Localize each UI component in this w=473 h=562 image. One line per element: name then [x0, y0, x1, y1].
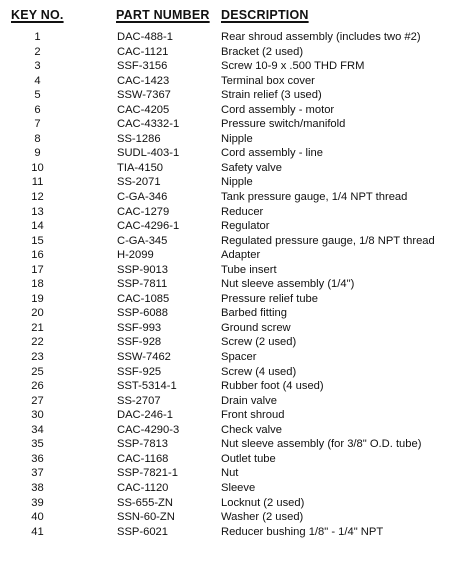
part-number-cell: CAC-4290-3	[117, 423, 180, 436]
table-row	[0, 103, 473, 118]
key-no-cell: 3	[34, 60, 41, 73]
table-row	[0, 219, 473, 234]
header-key-no: KEY NO.	[11, 8, 64, 22]
table-row	[0, 190, 473, 205]
key-no-cell: 9	[34, 147, 41, 160]
key-no-cell: 16	[31, 249, 44, 262]
description-cell: Nut sleeve assembly (for 3/8" O.D. tube)	[221, 438, 422, 451]
part-number-cell: CAC-4296-1	[117, 220, 180, 233]
description-cell: Ground screw	[221, 321, 291, 334]
description-cell: Screw (2 used)	[221, 336, 297, 349]
description-cell: Bracket (2 used)	[221, 45, 304, 58]
description-cell: Pressure switch/manifold	[221, 118, 346, 131]
part-number-cell: CAC-1423	[117, 74, 170, 87]
table-row	[0, 45, 473, 60]
key-no-cell: 38	[31, 481, 44, 494]
part-number-cell: SSP-7811	[117, 278, 168, 291]
table-row	[0, 510, 473, 525]
key-no-cell: 30	[31, 409, 44, 422]
part-number-cell: SSP-6088	[117, 307, 168, 320]
table-row	[0, 175, 473, 190]
description-cell: Screw 10-9 x .500 THD FRM	[221, 60, 365, 73]
part-number-cell: SSF-3156	[117, 60, 168, 73]
description-cell: Terminal box cover	[221, 74, 315, 87]
table-row	[0, 306, 473, 321]
part-number-cell: SSP-9013	[117, 263, 168, 276]
part-number-cell: SSP-7821-1	[117, 467, 178, 480]
table-row	[0, 496, 473, 511]
part-number-cell: SSW-7462	[117, 351, 171, 364]
description-cell: Outlet tube	[221, 452, 276, 465]
part-number-cell: SSW-7367	[117, 89, 171, 102]
description-cell: Cord assembly - motor	[221, 103, 335, 116]
part-number-cell: SS-2071	[117, 176, 161, 189]
table-row	[0, 365, 473, 380]
table-row	[0, 146, 473, 161]
part-number-cell: CAC-1168	[117, 452, 169, 465]
key-no-cell: 12	[31, 191, 44, 204]
key-no-cell: 41	[31, 525, 44, 538]
part-number-cell: C-GA-346	[117, 191, 168, 204]
description-cell: Check valve	[221, 423, 282, 436]
table-row	[0, 205, 473, 220]
key-no-cell: 35	[31, 438, 44, 451]
table-row	[0, 321, 473, 336]
description-cell: Adapter	[221, 249, 261, 262]
table-row	[0, 466, 473, 481]
table-row	[0, 423, 473, 438]
table-row	[0, 30, 473, 45]
key-no-cell: 23	[31, 351, 44, 364]
key-no-cell: 18	[31, 278, 44, 291]
description-cell: Regulator	[221, 220, 270, 233]
table-row	[0, 132, 473, 147]
key-no-cell: 6	[34, 103, 41, 116]
table-row	[0, 292, 473, 307]
table-row	[0, 59, 473, 74]
part-number-cell: DAC-488-1	[117, 31, 173, 43]
table-row	[0, 350, 473, 365]
key-no-cell: 21	[31, 321, 44, 334]
part-number-cell: SS-2707	[117, 394, 161, 407]
table-row	[0, 74, 473, 89]
part-number-cell: SUDL-403-1	[117, 147, 180, 160]
part-number-cell: CAC-4205	[117, 103, 170, 116]
key-no-cell: 34	[31, 423, 44, 436]
description-cell: Rear shroud assembly (includes two #2)	[221, 31, 421, 43]
key-no-cell: 22	[31, 336, 44, 349]
table-row	[0, 394, 473, 409]
description-cell: Barbed fitting	[221, 307, 287, 320]
key-no-cell: 27	[31, 394, 44, 407]
key-no-cell: 15	[31, 234, 44, 247]
part-number-cell: H-2099	[117, 249, 154, 262]
table-row	[0, 277, 473, 292]
description-cell: Regulated pressure gauge, 1/8 NPT thread	[221, 234, 435, 247]
description-cell: Nut	[221, 467, 239, 480]
key-no-cell: 17	[31, 263, 44, 276]
key-no-cell: 40	[31, 511, 44, 524]
table-row	[0, 335, 473, 350]
part-number-cell: SST-5314-1	[117, 380, 177, 393]
description-cell: Drain valve	[221, 394, 277, 407]
key-no-cell: 7	[34, 118, 41, 131]
key-no-cell: 25	[31, 365, 44, 378]
table-header	[0, 8, 473, 26]
key-no-cell: 8	[34, 132, 41, 145]
part-number-cell: C-GA-345	[117, 234, 168, 247]
key-no-cell: 4	[34, 74, 41, 87]
part-number-cell: SS-655-ZN	[117, 496, 173, 509]
description-cell: Pressure relief tube	[221, 292, 319, 305]
description-cell: Reducer	[221, 205, 264, 218]
part-number-cell: CAC-1120	[117, 481, 169, 494]
part-number-cell: CAC-1085	[117, 292, 170, 305]
part-number-cell: TIA-4150	[117, 161, 164, 174]
header-description: DESCRIPTION	[221, 8, 309, 22]
header-part-number: PART NUMBER	[116, 8, 210, 22]
key-no-cell: 1	[34, 31, 41, 43]
key-no-cell: 37	[31, 467, 44, 480]
table-row	[0, 88, 473, 103]
key-no-cell: 26	[31, 380, 44, 393]
description-cell: Cord assembly - line	[221, 147, 323, 160]
key-no-cell: 5	[34, 89, 41, 102]
description-cell: Locknut (2 used)	[221, 496, 305, 509]
part-number-cell: SSN-60-ZN	[117, 511, 175, 524]
table-row	[0, 248, 473, 263]
part-number-cell: SSF-925	[117, 365, 162, 378]
table-row	[0, 452, 473, 467]
table-row	[0, 525, 473, 540]
table-row	[0, 437, 473, 452]
description-cell: Rubber foot (4 used)	[221, 380, 324, 393]
part-number-cell: SSF-928	[117, 336, 162, 349]
part-number-cell: SS-1286	[117, 132, 161, 145]
table-row	[0, 379, 473, 394]
table-row	[0, 263, 473, 278]
part-number-cell: SSP-6021	[117, 525, 168, 538]
key-no-cell: 13	[31, 205, 44, 218]
description-cell: Screw (4 used)	[221, 365, 297, 378]
key-no-cell: 14	[31, 220, 44, 233]
description-cell: Sleeve	[221, 481, 256, 494]
description-cell: Tank pressure gauge, 1/4 NPT thread	[221, 191, 408, 204]
description-cell: Spacer	[221, 351, 257, 364]
parts-table-body	[0, 30, 473, 539]
part-number-cell: CAC-1121	[117, 45, 169, 58]
part-number-cell: SSF-993	[117, 321, 162, 334]
description-cell: Front shroud	[221, 409, 285, 422]
part-number-cell: SSP-7813	[117, 438, 168, 451]
table-row	[0, 161, 473, 176]
table-row	[0, 234, 473, 249]
part-number-cell: CAC-4332-1	[117, 118, 180, 131]
table-row	[0, 117, 473, 132]
table-row	[0, 481, 473, 496]
part-number-cell: CAC-1279	[117, 205, 170, 218]
description-cell: Reducer bushing 1/8" - 1/4" NPT	[221, 525, 384, 538]
description-cell: Nut sleeve assembly (1/4")	[221, 278, 355, 291]
table-row	[0, 408, 473, 423]
key-no-cell: 19	[31, 292, 44, 305]
part-number-cell: DAC-246-1	[117, 409, 173, 422]
description-cell: Strain relief (3 used)	[221, 89, 322, 102]
key-no-cell: 39	[31, 496, 44, 509]
description-cell: Tube insert	[221, 263, 277, 276]
description-cell: Nipple	[221, 176, 253, 189]
description-cell: Nipple	[221, 132, 253, 145]
key-no-cell: 36	[31, 452, 44, 465]
description-cell: Safety valve	[221, 161, 282, 174]
description-cell: Washer (2 used)	[221, 511, 304, 524]
key-no-cell: 20	[31, 307, 44, 320]
key-no-cell: 2	[34, 45, 41, 58]
key-no-cell: 11	[31, 176, 44, 189]
key-no-cell: 10	[31, 161, 44, 174]
